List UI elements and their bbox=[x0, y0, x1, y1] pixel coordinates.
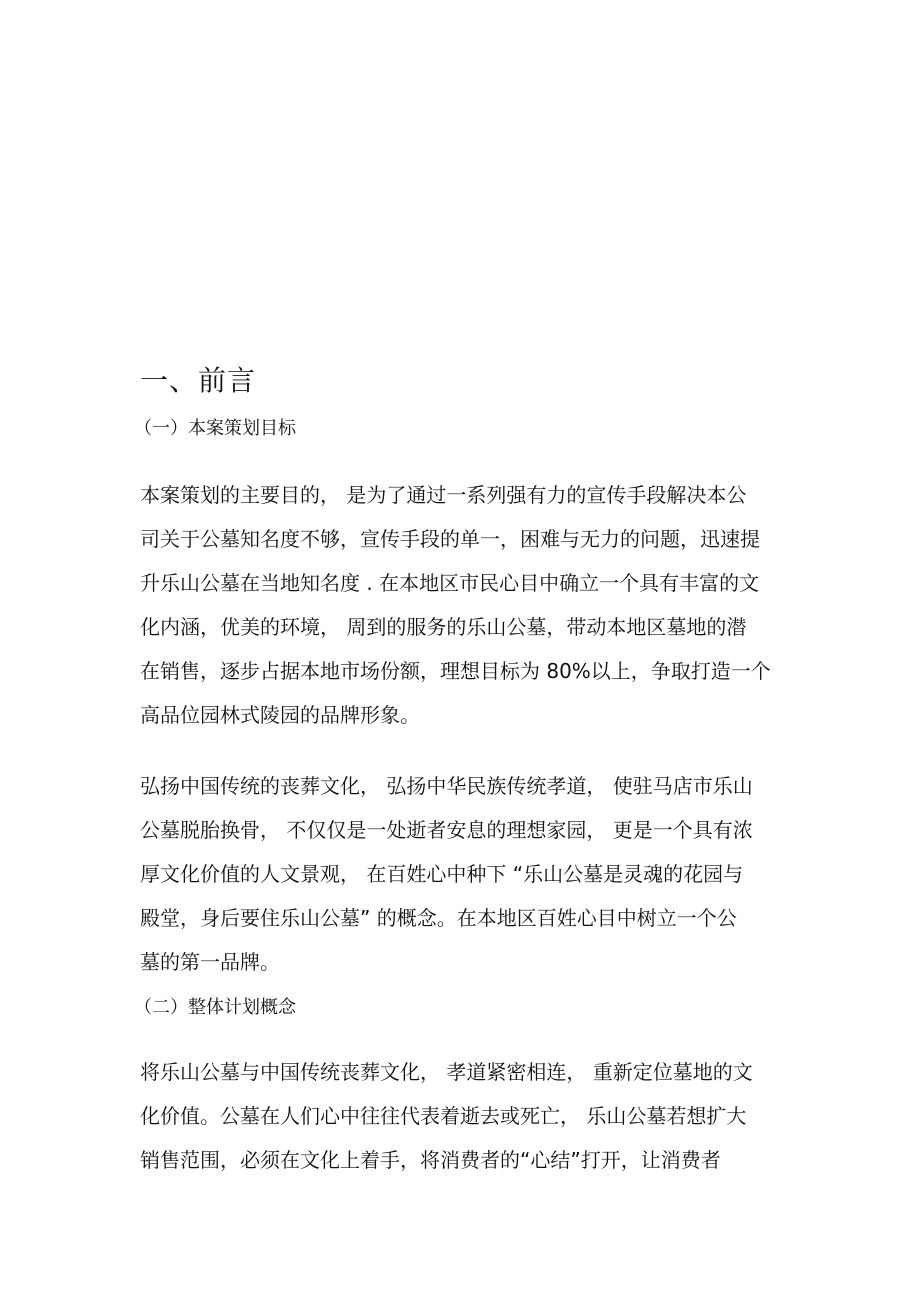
paragraph-concept bbox=[140, 1050, 753, 1182]
paragraph-line: 在销售，逐步占据本地市场份额，理想目标为 80%以上，争取打造一个 bbox=[140, 659, 771, 683]
paragraph-line: 升乐山公墓在当地知名度 . 在本地区市民心目中确立一个具有丰富的文 bbox=[140, 571, 760, 595]
paragraph-line: 司关于公墓知名度不够，宣传手段的单一，困难与无力的问题，迅速提 bbox=[140, 527, 760, 551]
paragraph-line: 墓的第一品牌。 bbox=[140, 950, 280, 974]
paragraph-line: 公墓脱胎换骨， 不仅仅是一处逝者安息的理想家园， 更是一个具有浓 bbox=[140, 818, 753, 842]
paragraph-line: 销售范围，必须在文化上着手，将消费者的“心结”打开，让消费者 bbox=[140, 1148, 721, 1172]
section-title: 一、前言 bbox=[140, 364, 257, 397]
paragraph-line: 殿堂，身后要住乐山公墓” 的概念。在本地区百姓心目中树立一个公 bbox=[140, 906, 737, 930]
subsection-title-objective: （一）本案策划目标 bbox=[134, 418, 296, 439]
paragraph-line: 本案策划的主要目的， 是为了通过一系列强有力的宣传手段解决本公 bbox=[140, 483, 747, 507]
subsection-title-concept: （二）整体计划概念 bbox=[134, 997, 296, 1018]
paragraph-line: 化价值。公墓在人们心中往往代表着逝去或死亡， 乐山公墓若想扩大 bbox=[140, 1104, 747, 1128]
paragraph-line: 厚文化价值的人文景观， 在百姓心中种下 “乐山公墓是灵魂的花园与 bbox=[140, 862, 744, 886]
paragraph-culture bbox=[140, 764, 753, 984]
paragraph-line: 高品位园林式陵园的品牌形象。 bbox=[140, 703, 420, 727]
paragraph-line: 将乐山公墓与中国传统丧葬文化， 孝道紧密相连， 重新定位墓地的文 bbox=[140, 1060, 753, 1084]
paragraph-line: 弘扬中国传统的丧葬文化， 弘扬中华民族传统孝道， 使驻马店市乐山 bbox=[140, 774, 753, 798]
paragraph-objective bbox=[140, 473, 771, 737]
paragraph-line: 化内涵，优美的环境， 周到的服务的乐山公墓，带动本地区墓地的潜 bbox=[140, 615, 747, 639]
